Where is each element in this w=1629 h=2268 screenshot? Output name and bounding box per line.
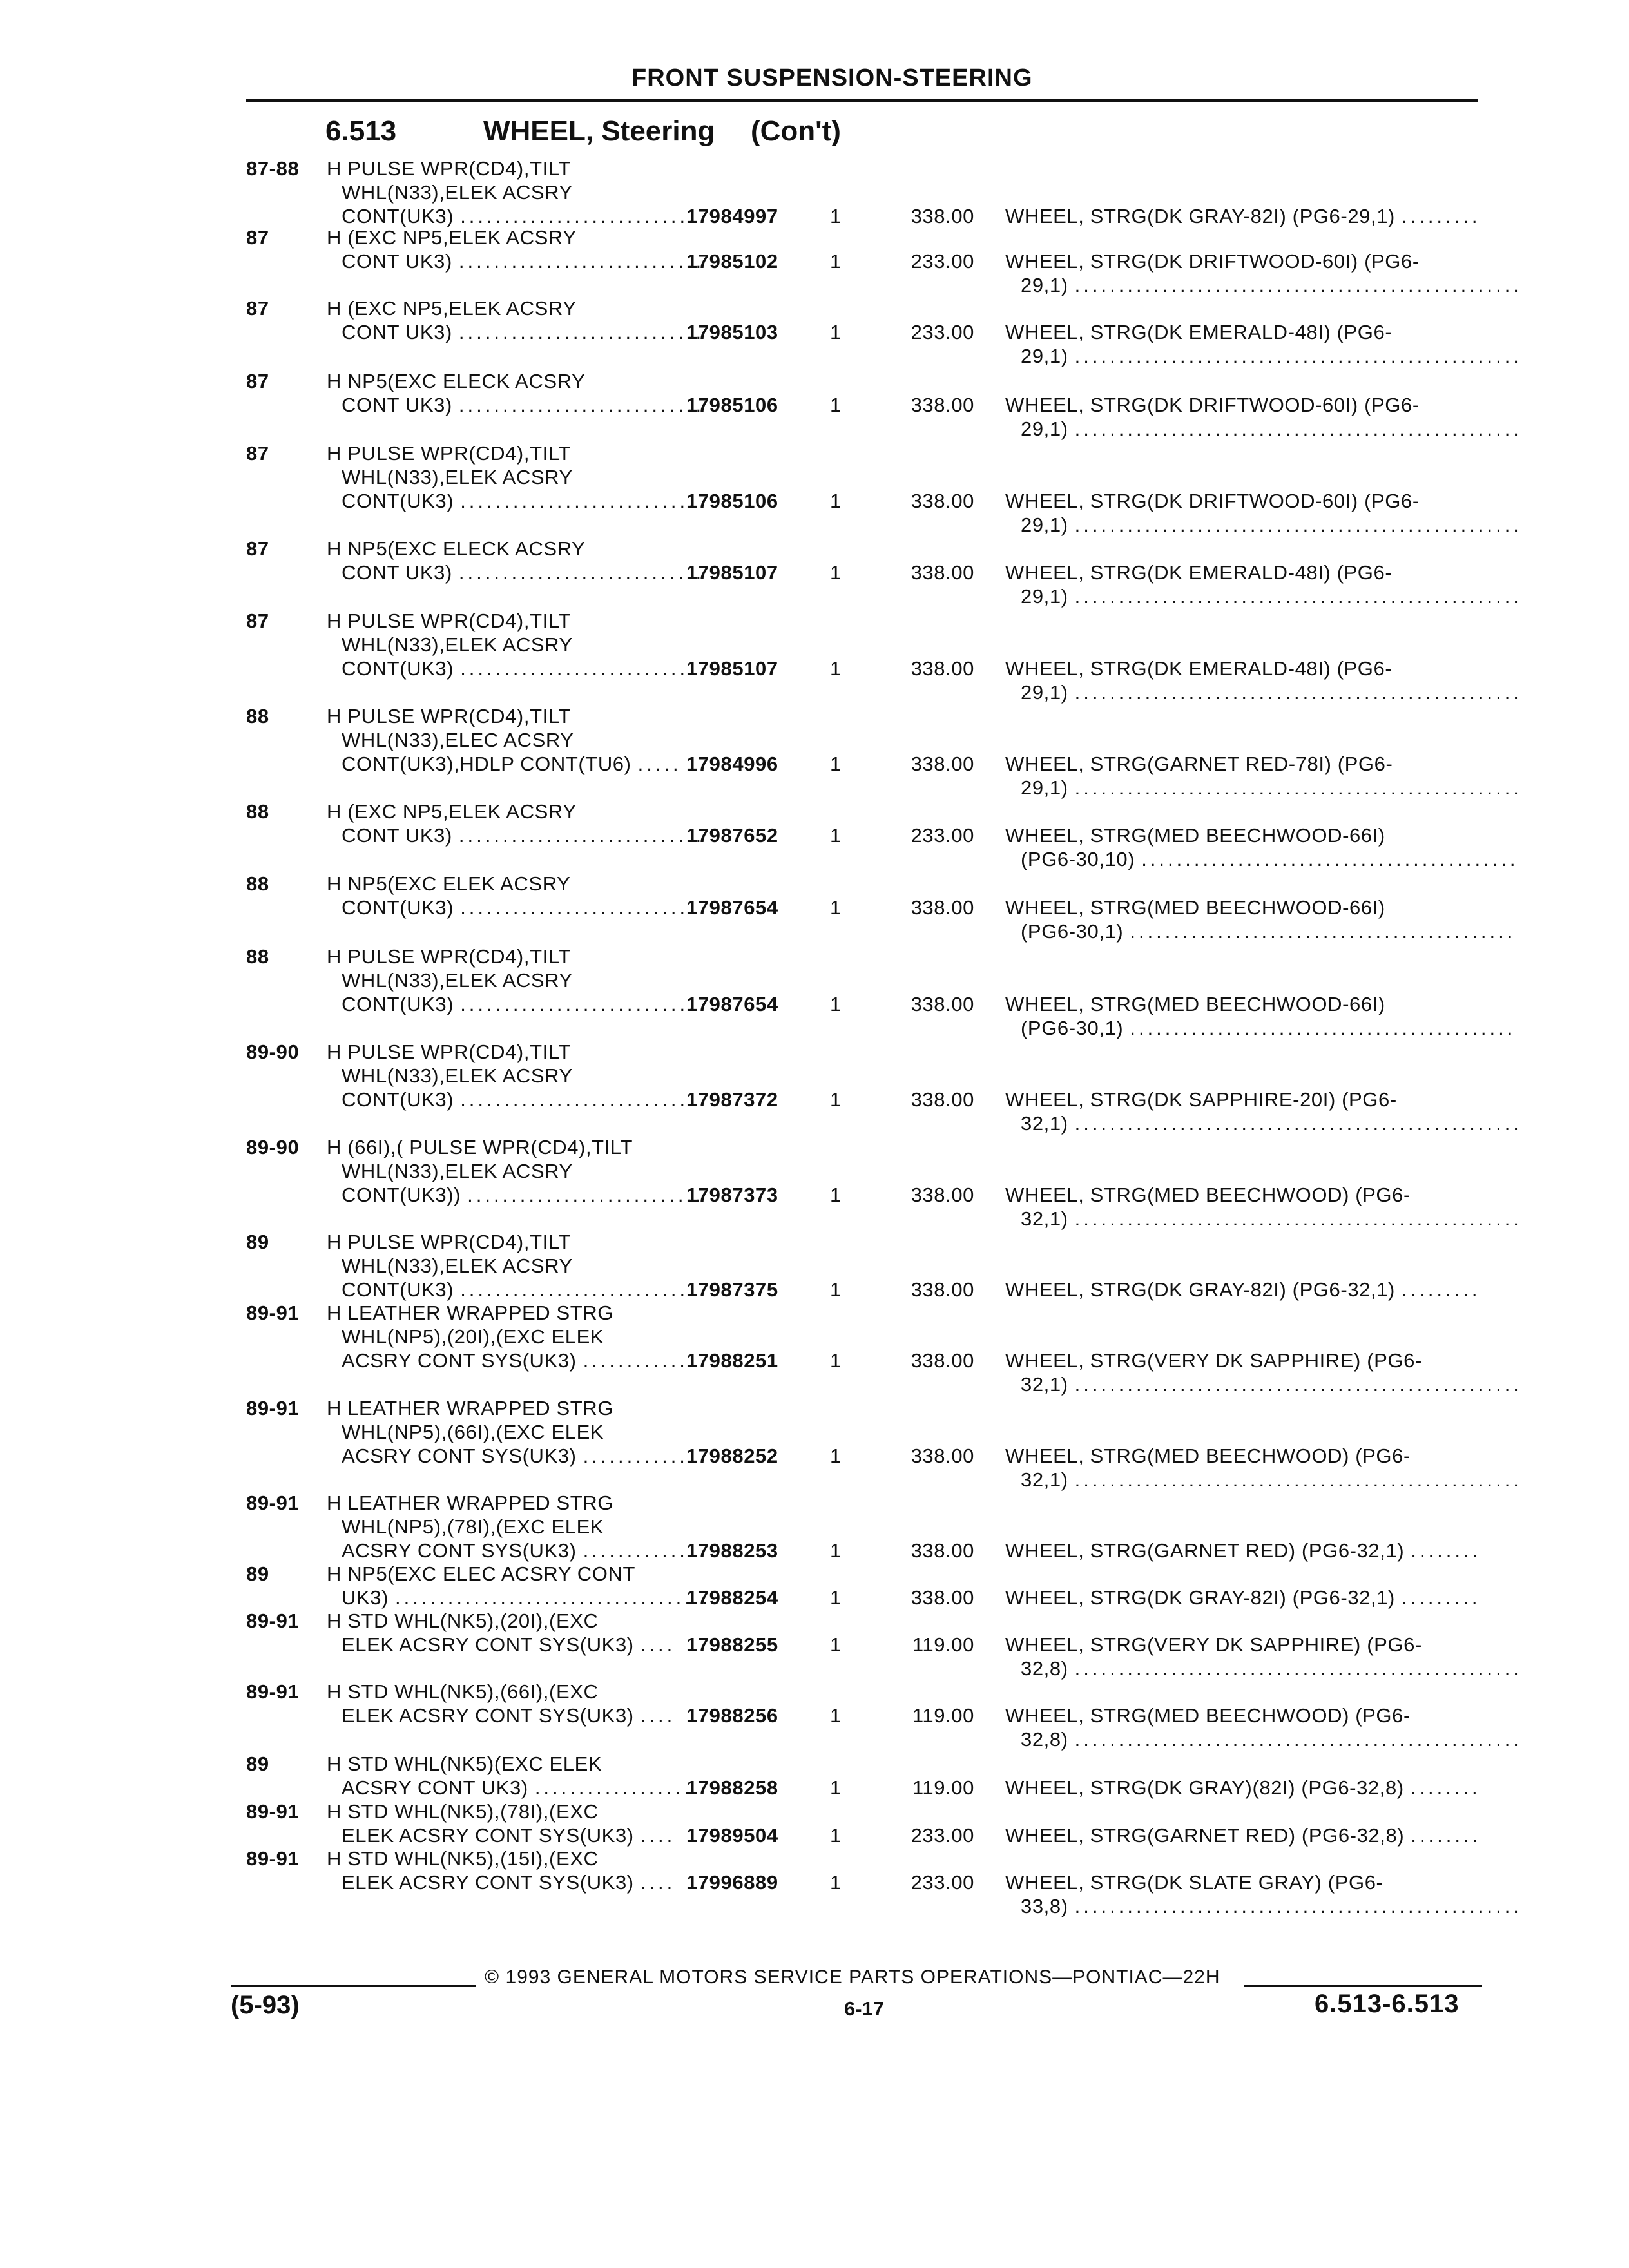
price: 338.00: [911, 1539, 974, 1562]
description-line: H LEATHER WRAPPED STRG: [327, 1492, 613, 1514]
remarks-line: WHEEL, STRG(DK EMERALD-48I) (PG6-: [1005, 561, 1393, 584]
description-line: H PULSE WPR(CD4),TILT: [327, 1231, 571, 1253]
remarks-line: WHEEL, STRG(MED BEECHWOOD) (PG6-: [1005, 1184, 1411, 1206]
quantity: 1: [830, 394, 842, 416]
description-line: ELEK ACSRY CONT SYS(UK3) ....: [342, 1704, 676, 1727]
leader-dots: ...........................: [460, 993, 697, 1015]
list-item: [0, 945, 1629, 1039]
price: 338.00: [911, 490, 974, 512]
description-line: CONT(UK3)) ...........................: [342, 1184, 704, 1206]
description-line: CONT UK3) ............................: [342, 250, 705, 273]
remarks-line: 32,1) ...................................................: [1021, 1207, 1522, 1230]
leader-dots: ...................................................: [1074, 514, 1522, 536]
description-line: WHL(N33),ELEK ACSRY: [342, 181, 573, 204]
description-line: ACSRY CONT SYS(UK3) ............: [342, 1349, 688, 1372]
remarks-line: WHEEL, STRG(DK SLATE GRAY) (PG6-: [1005, 1871, 1383, 1894]
list-item: [0, 226, 1629, 303]
price: 338.00: [911, 394, 974, 416]
description-line: WHL(N33),ELEK ACSRY: [342, 1160, 573, 1182]
page-header-title: FRONT SUSPENSION-STEERING: [631, 64, 1033, 91]
leader-dots: .........: [1401, 1278, 1481, 1301]
list-item: [0, 296, 1629, 374]
leader-dots: ....: [640, 1704, 676, 1727]
leader-dots: ...................................................: [1074, 1895, 1522, 1917]
description-line: WHL(N33),ELEK ACSRY: [342, 466, 573, 488]
price: 233.00: [911, 250, 974, 273]
description-line: H (EXC NP5,ELEK ACSRY: [327, 226, 577, 249]
remarks-line: (PG6-30,1) ............................................: [1021, 920, 1516, 943]
remarks-line: WHEEL, STRG(DK GRAY-82I) (PG6-29,1) .........: [1005, 205, 1481, 227]
description-line: CONT(UK3) ...........................: [342, 896, 697, 919]
description-line: H STD WHL(NK5)(EXC ELEK: [327, 1753, 602, 1775]
part-number: 17988258: [686, 1776, 778, 1799]
description-line: H STD WHL(NK5),(78I),(EXC: [327, 1800, 599, 1823]
description-line: H PULSE WPR(CD4),TILT: [327, 157, 571, 180]
list-item: [0, 1135, 1629, 1230]
model-year: 89-90: [246, 1136, 300, 1158]
quantity: 1: [830, 1349, 842, 1372]
model-year: 87: [246, 226, 269, 249]
quantity: 1: [830, 896, 842, 919]
footer-divider-left: [231, 1985, 476, 1987]
quantity: 1: [830, 1704, 842, 1727]
model-year: 89-91: [246, 1847, 300, 1870]
part-number: 17987373: [686, 1184, 778, 1206]
description-line: H (EXC NP5,ELEK ACSRY: [327, 800, 577, 823]
leader-dots: ...........................: [460, 896, 697, 919]
description-line: WHL(NP5),(20I),(EXC ELEK: [342, 1325, 604, 1348]
leader-dots: .........: [1401, 1586, 1481, 1609]
description-line: H PULSE WPR(CD4),TILT: [327, 610, 571, 632]
quantity: 1: [830, 1824, 842, 1847]
model-year: 89: [246, 1562, 269, 1585]
remarks-line: 32,8) ...................................................: [1021, 1728, 1522, 1751]
footer-section-range: 6.513-6.513: [1315, 1990, 1460, 2018]
description-line: H STD WHL(NK5),(20I),(EXC: [327, 1610, 599, 1632]
part-number: 17988251: [686, 1349, 778, 1372]
description-line: H PULSE WPR(CD4),TILT: [327, 705, 571, 727]
model-year: 89: [246, 1231, 269, 1253]
leader-dots: ...................................................: [1074, 345, 1522, 367]
description-line: CONT(UK3) ...........................: [342, 1278, 697, 1301]
model-year: 87: [246, 370, 269, 392]
description-line: H NP5(EXC ELECK ACSRY: [327, 370, 586, 392]
list-item: [0, 1680, 1629, 1757]
leader-dots: ...................................................: [1074, 585, 1522, 608]
part-number: 17985106: [686, 394, 778, 416]
description-line: WHL(N33),ELEK ACSRY: [342, 1254, 573, 1277]
leader-dots: ...........................: [460, 1088, 697, 1111]
list-item: [0, 609, 1629, 704]
description-line: H (66I),( PULSE WPR(CD4),TILT: [327, 1136, 633, 1158]
description-line: CONT(UK3),HDLP CONT(TU6) .....: [342, 753, 682, 775]
model-year: 89-91: [246, 1680, 300, 1703]
description-line: H PULSE WPR(CD4),TILT: [327, 442, 571, 465]
description-line: WHL(N33),ELEK ACSRY: [342, 633, 573, 656]
price: 338.00: [911, 1278, 974, 1301]
description-line: H NP5(EXC ELECK ACSRY: [327, 537, 586, 560]
remarks-line: WHEEL, STRG(DK GRAY)(82I) (PG6-32,8) ........: [1005, 1776, 1481, 1799]
price: 338.00: [911, 896, 974, 919]
leader-dots: ...................................................: [1074, 1207, 1522, 1230]
model-year: 88: [246, 705, 269, 727]
leader-dots: .....: [637, 753, 682, 775]
leader-dots: ....................................: [395, 1586, 711, 1609]
leader-dots: ............: [583, 1349, 688, 1372]
description-line: CONT(UK3) ...........................: [342, 490, 697, 512]
description-line: CONT(UK3) ...........................: [342, 657, 697, 680]
part-number: 17984996: [686, 753, 778, 775]
description-line: H PULSE WPR(CD4),TILT: [327, 1041, 571, 1063]
list-item: [0, 157, 1629, 234]
description-line: WHL(N33),ELEC ACSRY: [342, 729, 574, 751]
quantity: 1: [830, 1633, 842, 1656]
part-number: 17985107: [686, 657, 778, 680]
leader-dots: ...........................: [460, 490, 697, 512]
quantity: 1: [830, 321, 842, 343]
leader-dots: ............................: [458, 394, 705, 416]
price: 338.00: [911, 993, 974, 1015]
remarks-line: WHEEL, STRG(MED BEECHWOOD-66I): [1005, 993, 1385, 1015]
leader-dots: ............: [583, 1539, 688, 1562]
model-year: 89-91: [246, 1302, 300, 1324]
model-year: 87: [246, 537, 269, 560]
leader-dots: ...................................................: [1074, 1112, 1522, 1135]
description-line: CONT(UK3) ...........................: [342, 993, 697, 1015]
remarks-line: 29,1) ...................................................: [1021, 681, 1522, 704]
leader-dots: ............................: [458, 824, 705, 847]
price: 233.00: [911, 1824, 974, 1847]
remarks-line: 32,1) ...................................................: [1021, 1112, 1522, 1135]
quantity: 1: [830, 1586, 842, 1609]
quantity: 1: [830, 561, 842, 584]
list-item: [0, 441, 1629, 536]
price: 119.00: [912, 1704, 974, 1727]
part-number: 17987652: [686, 824, 778, 847]
remarks-line: 29,1) ...................................................: [1021, 418, 1522, 440]
description-line: ACSRY CONT UK3) ..................: [342, 1776, 693, 1799]
leader-dots: ...................................................: [1074, 1468, 1522, 1491]
remarks-line: WHEEL, STRG(DK SAPPHIRE-20I) (PG6-: [1005, 1088, 1397, 1111]
remarks-line: WHEEL, STRG(GARNET RED-78I) (PG6-: [1005, 753, 1393, 775]
remarks-line: WHEEL, STRG(MED BEECHWOOD-66I): [1005, 824, 1385, 847]
part-number: 17996889: [686, 1871, 778, 1894]
footer-divider-right: [1244, 1985, 1482, 1987]
part-number: 17988252: [686, 1445, 778, 1467]
model-year: 89-91: [246, 1610, 300, 1632]
model-year: 88: [246, 945, 269, 968]
quantity: 1: [830, 993, 842, 1015]
leader-dots: ............................: [458, 561, 705, 584]
description-line: CONT(UK3) ...........................: [342, 205, 697, 227]
footer-page-number: 6-17: [844, 1997, 885, 2020]
quantity: 1: [830, 1445, 842, 1467]
leader-dots: ........: [1411, 1539, 1481, 1562]
list-item: [0, 537, 1629, 614]
leader-dots: ...................................................: [1074, 1373, 1522, 1396]
quantity: 1: [830, 1184, 842, 1206]
description-line: H (EXC NP5,ELEK ACSRY: [327, 297, 577, 320]
description-line: UK3) ....................................: [342, 1586, 711, 1609]
quantity: 1: [830, 657, 842, 680]
remarks-line: WHEEL, STRG(DK DRIFTWOOD-60I) (PG6-: [1005, 250, 1420, 273]
quantity: 1: [830, 824, 842, 847]
part-number: 17988256: [686, 1704, 778, 1727]
price: 233.00: [911, 321, 974, 343]
description-line: WHL(N33),ELEK ACSRY: [342, 1064, 573, 1087]
price: 338.00: [911, 1349, 974, 1372]
description-line: CONT UK3) ............................: [342, 321, 705, 343]
model-year: 87: [246, 610, 269, 632]
price: 338.00: [911, 205, 974, 227]
model-year: 89: [246, 1753, 269, 1775]
leader-dots: ............: [583, 1445, 688, 1467]
price: 338.00: [911, 1184, 974, 1206]
description-line: CONT(UK3) ...........................: [342, 1088, 697, 1111]
remarks-line: WHEEL, STRG(DK DRIFTWOOD-60I) (PG6-: [1005, 394, 1420, 416]
description-line: H PULSE WPR(CD4),TILT: [327, 945, 571, 968]
quantity: 1: [830, 753, 842, 775]
description-line: CONT UK3) ............................: [342, 824, 705, 847]
list-item: [0, 800, 1629, 877]
model-year: 89-91: [246, 1492, 300, 1514]
description-line: WHL(NP5),(78I),(EXC ELEK: [342, 1515, 604, 1538]
leader-dots: ...................................................: [1074, 1728, 1522, 1751]
list-item: [0, 704, 1629, 799]
quantity: 1: [830, 490, 842, 512]
remarks-line: (PG6-30,1) ............................................: [1021, 1017, 1516, 1039]
price: 338.00: [911, 1445, 974, 1467]
model-year: 88: [246, 800, 269, 823]
remarks-line: 33,8) ...................................................: [1021, 1895, 1522, 1917]
leader-dots: ...........................: [460, 657, 697, 680]
quantity: 1: [830, 1776, 842, 1799]
leader-dots: ........: [1411, 1824, 1481, 1847]
description-line: H NP5(EXC ELEK ACSRY: [327, 872, 571, 895]
model-year: 89-91: [246, 1800, 300, 1823]
quantity: 1: [830, 1088, 842, 1111]
part-number: 17987654: [686, 993, 778, 1015]
leader-dots: ............................: [458, 250, 705, 273]
list-item: [0, 1230, 1629, 1307]
section-name: WHEEL, Steering: [483, 115, 715, 147]
price: 338.00: [911, 657, 974, 680]
list-item: [0, 1301, 1629, 1396]
leader-dots: ........: [1410, 1776, 1481, 1799]
remarks-line: WHEEL, STRG(DK EMERALD-48I) (PG6-: [1005, 657, 1393, 680]
description-line: ACSRY CONT SYS(UK3) ............: [342, 1539, 688, 1562]
remarks-line: WHEEL, STRG(VERY DK SAPPHIRE) (PG6-: [1005, 1349, 1422, 1372]
quantity: 1: [830, 1539, 842, 1562]
description-line: CONT UK3) ............................: [342, 561, 705, 584]
remarks-line: 29,1) ...................................................: [1021, 274, 1522, 296]
model-year: 87: [246, 297, 269, 320]
description-line: H NP5(EXC ELEC ACSRY CONT: [327, 1562, 635, 1585]
price: 233.00: [911, 1871, 974, 1894]
description-line: H LEATHER WRAPPED STRG: [327, 1302, 613, 1324]
list-item: [0, 1491, 1629, 1568]
quantity: 1: [830, 1278, 842, 1301]
leader-dots: ..................: [534, 1776, 693, 1799]
price: 338.00: [911, 1586, 974, 1609]
remarks-line: WHEEL, STRG(DK GRAY-82I) (PG6-32,1) .........: [1005, 1278, 1481, 1301]
leader-dots: ...................................................: [1074, 776, 1522, 799]
price: 338.00: [911, 561, 974, 584]
remarks-line: WHEEL, STRG(MED BEECHWOOD) (PG6-: [1005, 1704, 1411, 1727]
remarks-line: 29,1) ...................................................: [1021, 776, 1522, 799]
price: 119.00: [912, 1633, 974, 1656]
quantity: 1: [830, 1871, 842, 1894]
model-year: 89-90: [246, 1041, 300, 1063]
part-number: 17989504: [686, 1824, 778, 1847]
part-number: 17984997: [686, 205, 778, 227]
remarks-line: WHEEL, STRG(DK EMERALD-48I) (PG6-: [1005, 321, 1393, 343]
list-item: [0, 1847, 1629, 1924]
description-line: H STD WHL(NK5),(66I),(EXC: [327, 1680, 599, 1703]
part-number: 17988253: [686, 1539, 778, 1562]
price: 338.00: [911, 1088, 974, 1111]
price: 233.00: [911, 824, 974, 847]
section-number: 6.513: [325, 115, 397, 147]
description-line: ELEK ACSRY CONT SYS(UK3) ....: [342, 1871, 676, 1894]
leader-dots: ....: [640, 1824, 676, 1847]
part-number: 17985107: [686, 561, 778, 584]
leader-dots: ...........................: [460, 1278, 697, 1301]
leader-dots: ....: [640, 1871, 676, 1894]
leader-dots: ...........................: [467, 1184, 704, 1206]
leader-dots: ............................................: [1130, 920, 1516, 943]
part-number: 17988254: [686, 1586, 778, 1609]
remarks-line: WHEEL, STRG(VERY DK SAPPHIRE) (PG6-: [1005, 1633, 1422, 1656]
remarks-line: WHEEL, STRG(GARNET RED) (PG6-32,1) ........: [1005, 1539, 1481, 1562]
description-line: WHL(NP5),(66I),(EXC ELEK: [342, 1421, 604, 1443]
part-number: 17985106: [686, 490, 778, 512]
list-item: [0, 1040, 1629, 1135]
leader-dots: ............................................: [1130, 1017, 1516, 1039]
description-line: ELEK ACSRY CONT SYS(UK3) ....: [342, 1824, 676, 1847]
list-item: [0, 872, 1629, 949]
part-number: 17987372: [686, 1088, 778, 1111]
leader-dots: ....: [640, 1633, 676, 1656]
model-year: 88: [246, 872, 269, 895]
leader-dots: ...................................................: [1074, 1657, 1522, 1680]
remarks-line: WHEEL, STRG(MED BEECHWOOD) (PG6-: [1005, 1445, 1411, 1467]
leader-dots: ...................................................: [1074, 681, 1522, 704]
leader-dots: ...................................................: [1074, 274, 1522, 296]
leader-dots: ...........................: [460, 205, 697, 227]
quantity: 1: [830, 205, 842, 227]
part-number: 17985103: [686, 321, 778, 343]
part-number: 17987375: [686, 1278, 778, 1301]
remarks-line: WHEEL, STRG(GARNET RED) (PG6-32,8) ........: [1005, 1824, 1481, 1847]
part-number: 17988255: [686, 1633, 778, 1656]
leader-dots: .........: [1401, 205, 1481, 227]
price: 338.00: [911, 753, 974, 775]
price: 119.00: [912, 1776, 974, 1799]
quantity: 1: [830, 250, 842, 273]
list-item: [0, 1396, 1629, 1491]
remarks-line: (PG6-30,10) ...........................................: [1021, 848, 1519, 870]
remarks-line: WHEEL, STRG(DK DRIFTWOOD-60I) (PG6-: [1005, 490, 1420, 512]
description-line: ELEK ACSRY CONT SYS(UK3) ....: [342, 1633, 676, 1656]
remarks-line: WHEEL, STRG(MED BEECHWOOD-66I): [1005, 896, 1385, 919]
part-number: 17987654: [686, 896, 778, 919]
leader-dots: ............................: [458, 321, 705, 343]
section-continued: (Con't): [751, 115, 841, 147]
remarks-line: 29,1) ...................................................: [1021, 514, 1522, 536]
remarks-line: 29,1) ...................................................: [1021, 585, 1522, 608]
leader-dots: ...................................................: [1074, 418, 1522, 440]
remarks-line: 32,1) ...................................................: [1021, 1468, 1522, 1491]
remarks-line: WHEEL, STRG(DK GRAY-82I) (PG6-32,1) .........: [1005, 1586, 1481, 1609]
model-year: 89-91: [246, 1397, 300, 1419]
remarks-line: 32,8) ...................................................: [1021, 1657, 1522, 1680]
model-year: 87-88: [246, 157, 300, 180]
model-year: 87: [246, 442, 269, 465]
footer-copyright: © 1993 GENERAL MOTORS SERVICE PARTS OPERATIONS—PONTIAC—22H: [485, 1966, 1220, 1988]
remarks-line: 32,1) ...................................................: [1021, 1373, 1522, 1396]
list-item: [0, 1609, 1629, 1686]
footer-date: (5-93): [231, 1991, 300, 2019]
description-line: ACSRY CONT SYS(UK3) ............: [342, 1445, 688, 1467]
part-number: 17985102: [686, 250, 778, 273]
description-line: WHL(N33),ELEK ACSRY: [342, 969, 573, 992]
description-line: CONT UK3) ............................: [342, 394, 705, 416]
list-item: [0, 369, 1629, 447]
description-line: H STD WHL(NK5),(15I),(EXC: [327, 1847, 599, 1870]
description-line: H LEATHER WRAPPED STRG: [327, 1397, 613, 1419]
remarks-line: 29,1) ...................................................: [1021, 345, 1522, 367]
leader-dots: ...........................................: [1141, 848, 1519, 870]
